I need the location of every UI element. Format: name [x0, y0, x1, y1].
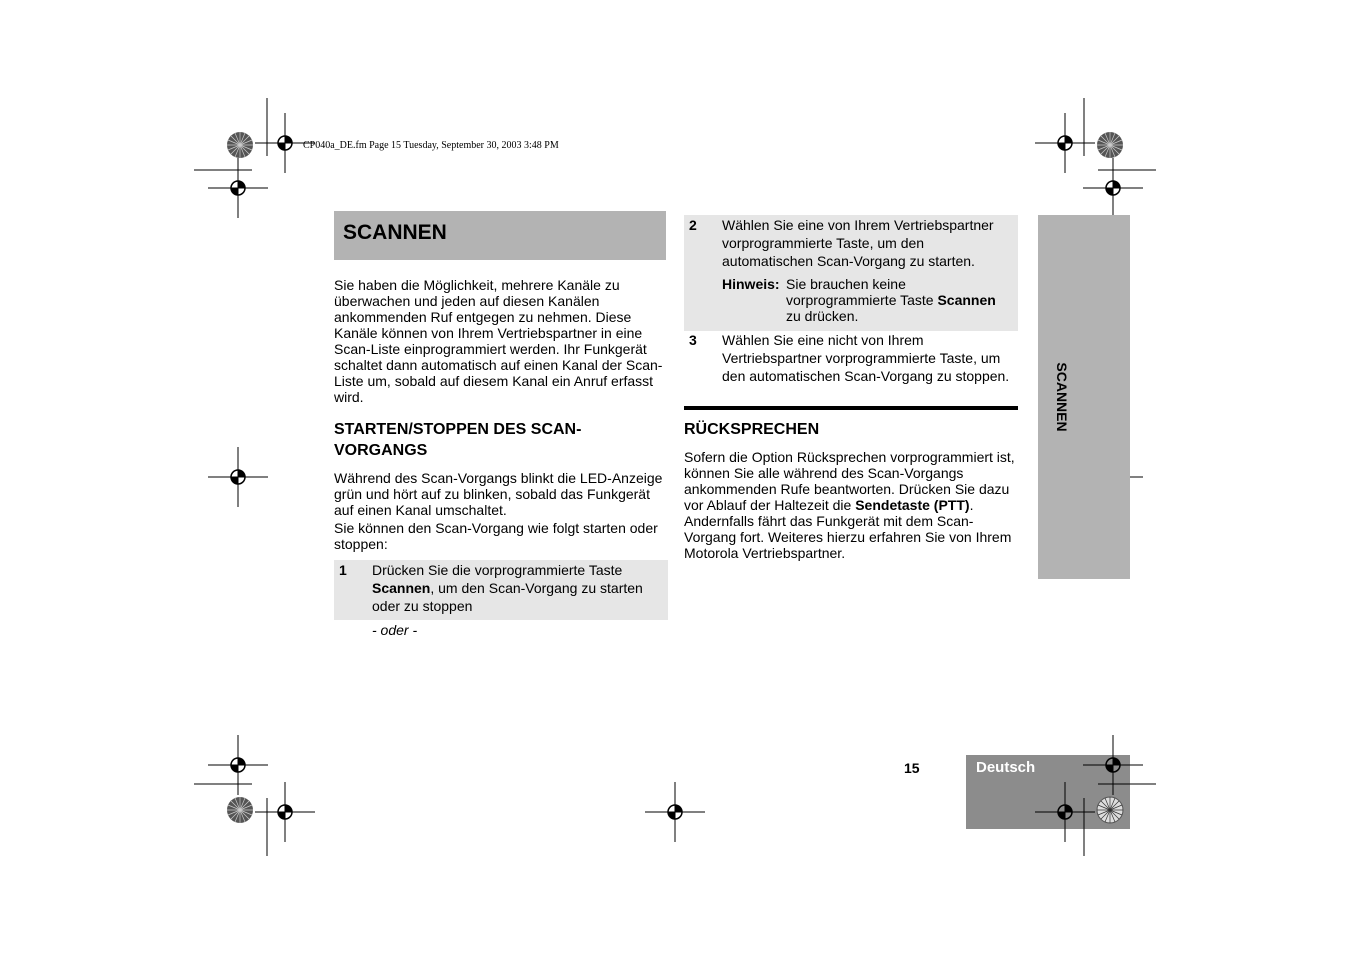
start-stop-paragraph-1: Während des Scan-Vorgangs blinkt die LED-Anzeige grün und hört auf zu blinken, sobald das Funkgerät auf einen Kanal umschaltet. — [334, 470, 663, 518]
step-3-number: 3 — [689, 332, 697, 348]
talkback-text-before: Sofern die Option Rücksprechen vorprogrammiert ist, können Sie alle während des Scan-Vorgangs ankommenden Rufe beantworten. Drücken Sie dazu vor Ablauf der Haltezeit die — [684, 449, 1015, 513]
step-1-number: 1 — [339, 562, 347, 578]
step-1-text — [372, 561, 662, 615]
start-stop-heading-line1: STARTEN/STOPPEN DES SCAN- — [334, 421, 582, 438]
language-tab — [966, 755, 1130, 829]
note-scan-key: Scannen — [937, 292, 996, 308]
talkback-heading: RÜCKSPRECHEN — [684, 421, 820, 438]
step-2-number: 2 — [689, 217, 697, 233]
note-text-after: zu drücken. — [786, 308, 859, 324]
section-divider — [684, 406, 1018, 410]
note-label: Hinweis: — [722, 276, 780, 292]
talkback-text-after: . Andernfalls fährt das Funkgerät mit dem Scan-Vorgang fort. Weiteres hierzu erfahren Sie von Ihrem Motorola Vertriebspartner. — [684, 497, 1012, 561]
section-title-box — [334, 211, 666, 260]
ptt-key-name: Sendetaste (PTT) — [855, 497, 970, 513]
intro-paragraph: Sie haben die Möglichkeit, mehrere Kanäle zu überwachen und jeden auf diesen Kanälen ankommenden Ruf entgegen zu nehmen. Diese Kanäle können von Ihrem Vertriebspartner in eine Scan-Liste einprogrammiert werden. Ihr Funkgerät schaltet dann automatisch auf einen Kanal der Scan-Liste um, sobald auf diesem Kanal ein Anruf erfasst wird. — [334, 277, 663, 405]
chapter-side-tab — [1038, 215, 1130, 579]
start-stop-paragraph-2: Sie können den Scan-Vorgang wie folgt starten oder stoppen: — [334, 520, 658, 552]
language-label: Deutsch — [976, 759, 1036, 776]
talkback-paragraph — [684, 449, 1018, 561]
scan-key-name: Scannen — [372, 580, 431, 596]
step-3-text: Wählen Sie eine nicht von Ihrem Vertriebspartner vorprogrammierte Taste, um den automatischen Scan-Vorgang zu stoppen. — [722, 332, 1010, 384]
chapter-side-label-text: SCANNEN — [1054, 362, 1070, 432]
step-1-text-before: Drücken Sie die vorprogrammierte Taste — [372, 562, 623, 578]
note-text-before: Sie brauchen keine vorprogrammierte Taste — [786, 276, 938, 308]
page-number: 15 — [904, 760, 920, 776]
file-slug: CP040a_DE.fm Page 15 Tuesday, September 30, 2003 3:48 PM — [303, 140, 559, 151]
step-1-text-after: , um den Scan-Vorgang zu starten oder zu stoppen — [372, 580, 643, 614]
section-title: SCANNEN — [343, 221, 447, 244]
step-separator: - oder - — [372, 622, 418, 638]
start-stop-heading-line2: VORGANGS — [334, 442, 428, 459]
note-text — [786, 276, 1008, 324]
step-2-text: Wählen Sie eine von Ihrem Vertriebspartner vorprogrammierte Taste, um den automatischen Scan-Vorgang zu starten. — [722, 217, 994, 269]
start-stop-heading — [334, 419, 664, 461]
